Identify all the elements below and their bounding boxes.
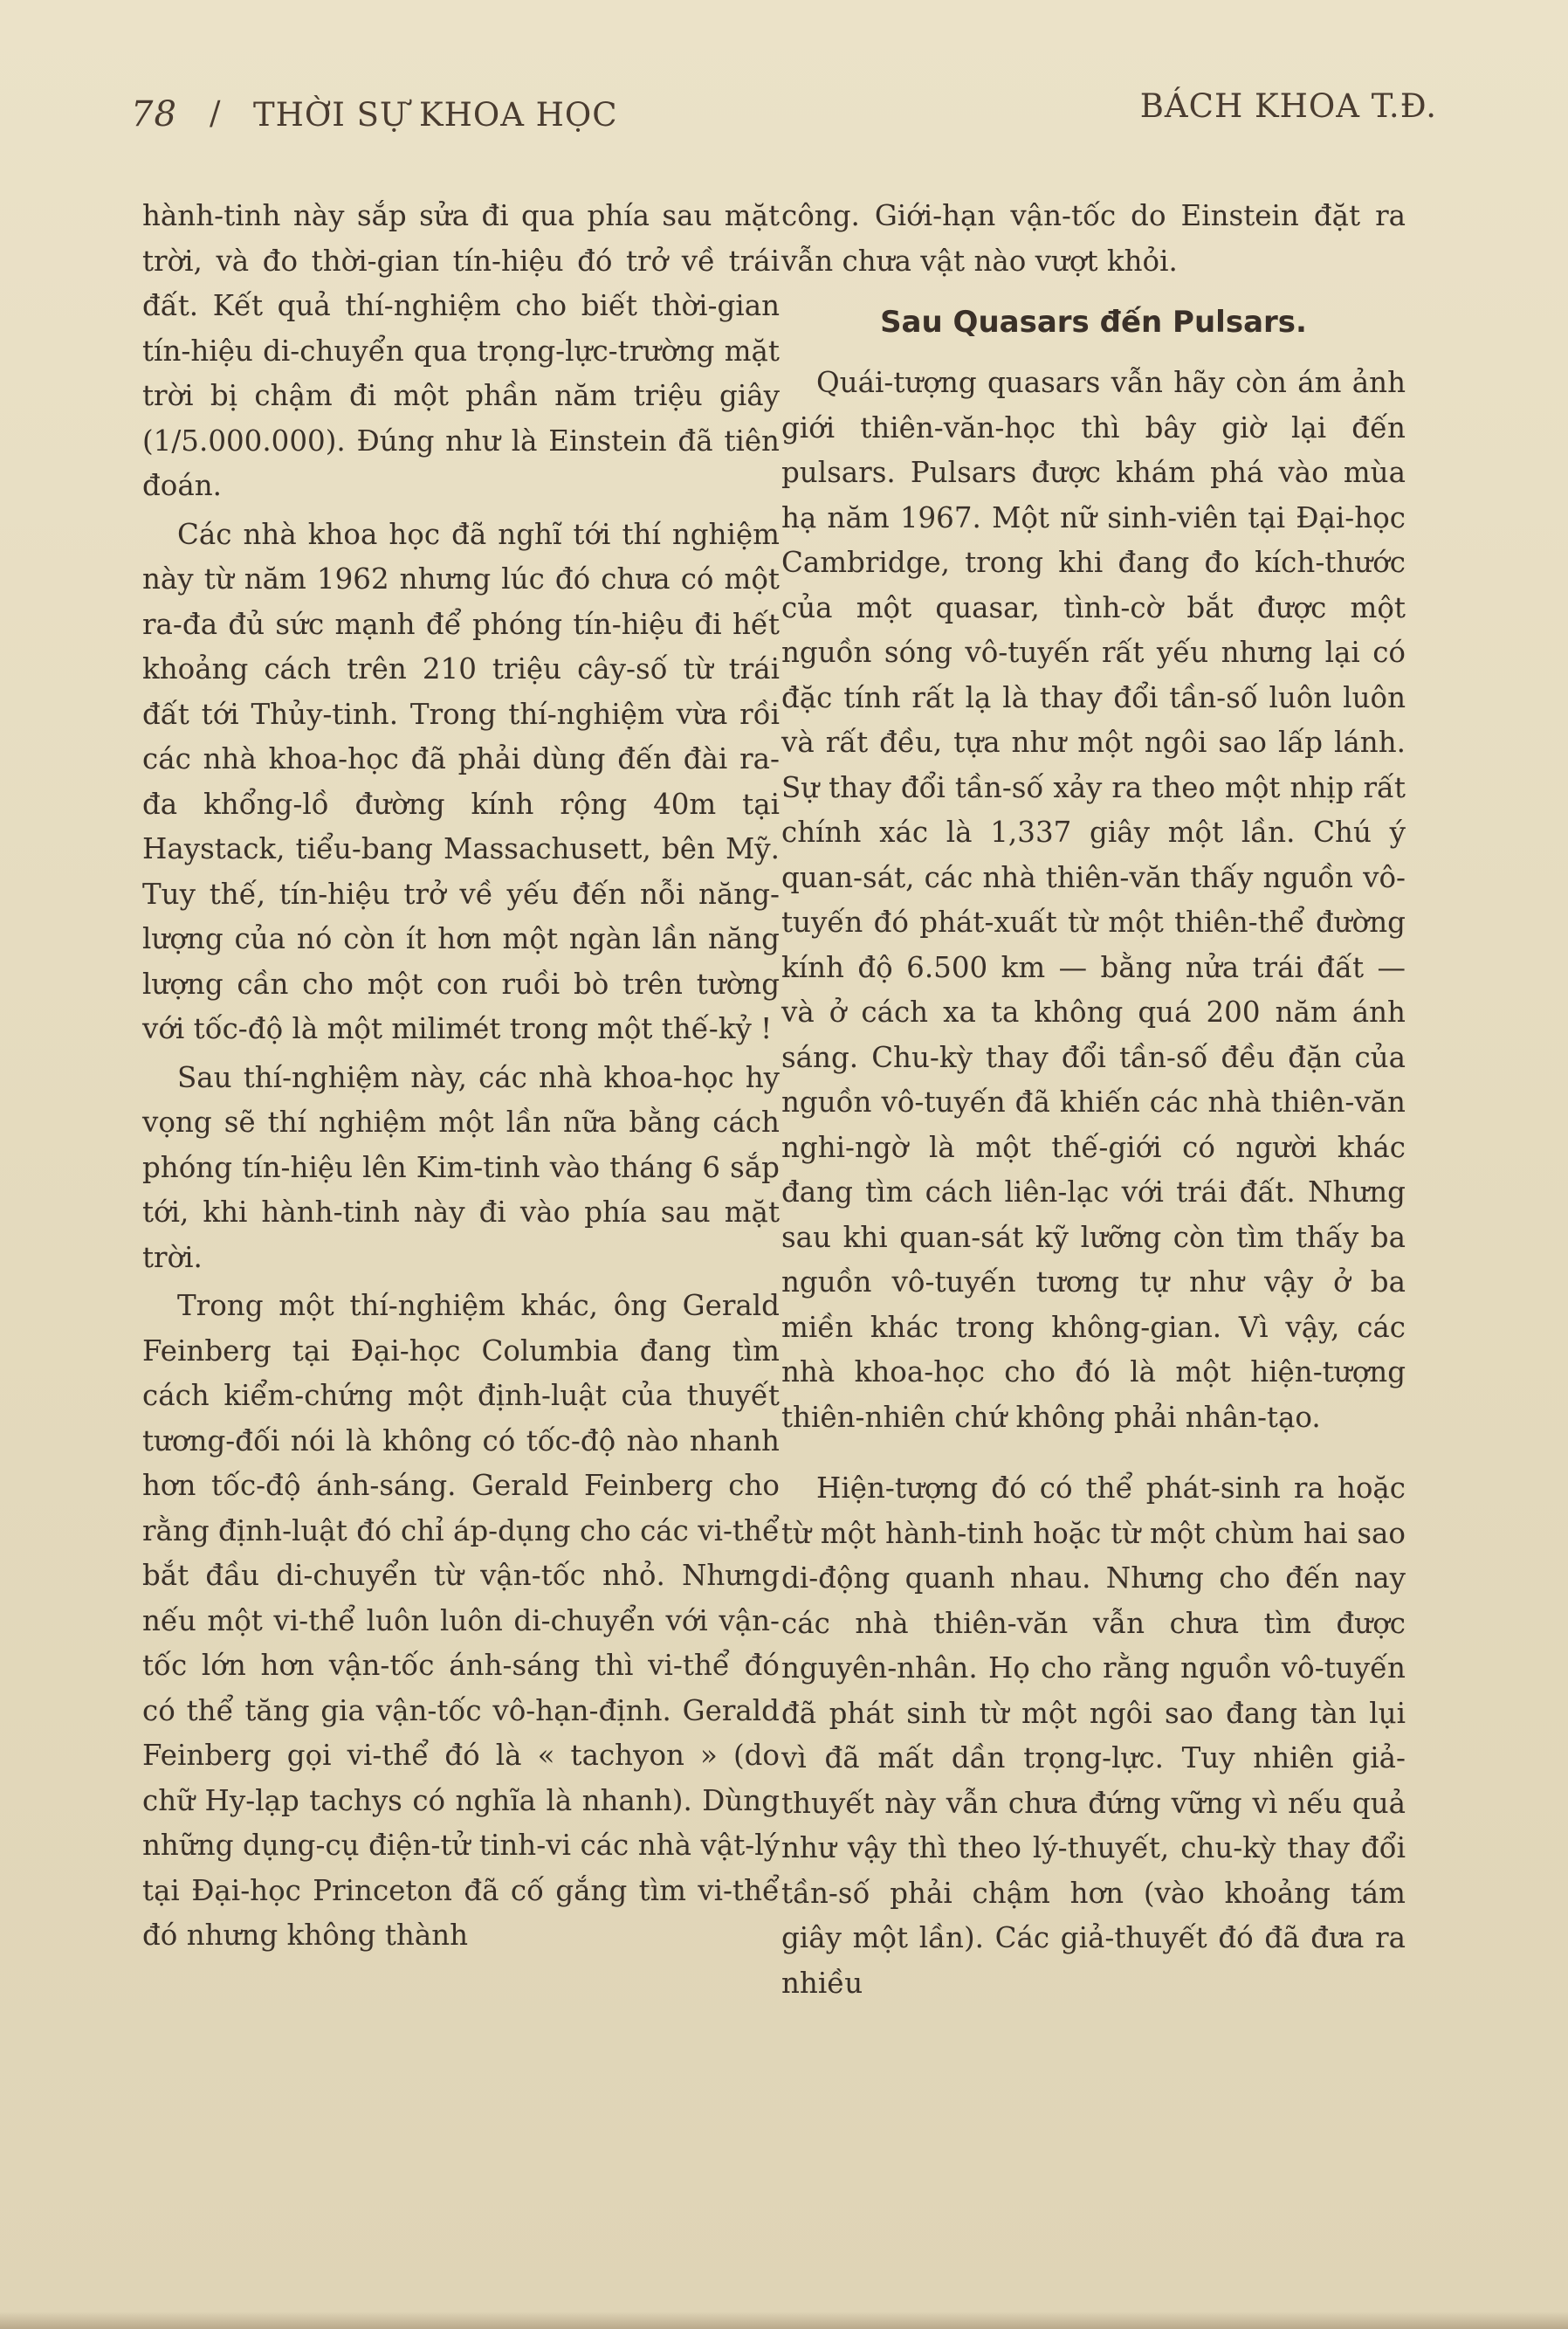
header-separator: / (210, 94, 222, 132)
paragraph: Hiện-tượng đó có thể phát-sinh ra hoặc từ một hành-tinh hoặc từ một chùm hai sao di-động quanh nhau. Nhưng cho đến nay các nhà thiên-văn vẫn chưa tìm được nguyên-nhân. Họ cho rằng nguồn vô-tuyến đã phát sinh từ một ngôi sao đang tàn lụi vì đã mất dần trọng-lực. Tuy nhiên giả-thuyết này vẫn chưa đứng vững vì nếu quả như vậy thì theo lý-thuyết, chu-kỳ thay đổi tần-số phải chậm hơn (vào khoảng tám giây một lần). Các giả-thuyết đó đã đưa ra nhiều (781, 1471, 1406, 2000)
paragraph: Các nhà khoa học đã nghĩ tới thí nghiệm này từ năm 1962 nhưng lúc đó chưa có một ra-đa đủ sức mạnh để phóng tín-hiệu đi hết khoảng cách trên 210 triệu cây-số từ trái đất tới Thủy-tinh. Trong thí-nghiệm vừa rồi các nhà khoa-học đã phải dùng đến đài ra-đa khổng-lồ đường kính rộng 40m tại Haystack, tiểu-bang Massachusett, bên Mỹ. Tuy thế, tín-hiệu trở về yếu đến nỗi năng-lượng của nó còn ít hơn một ngàn lần năng lượng cần cho một con ruồi bò trên tường với tốc-độ là một milimét trong một thế-kỷ ! (142, 517, 780, 1045)
paragraph: Quái-tượng quasars vẫn hãy còn ám ảnh giới thiên-văn-học thì bây giờ lại đến pulsars. Pulsars được khám phá vào mùa hạ năm 1967. Một nữ sinh-viên tại Đại-học Cambridge, trong khi đang đo kích-thước của một quasar, tình-cờ bắt được một nguồn sóng vô-tuyến rất yếu nhưng lại có đặc tính rất lạ là thay đổi tần-số luôn luôn và rất đều, tựa như một ngôi sao lấp lánh. Sự thay đổi tần-số xảy ra theo một nhịp rất chính xác là 1,337 giây một lần. Chú ý quan-sát, các nhà thiên-văn thấy nguồn vô-tuyến đó phát-xuất từ một thiên-thể đường kính độ 6.500 km — bằng nửa trái đất — và ở cách xa ta không quá 200 năm ánh sáng. Chu-kỳ thay đổi tần-số đều đặn của nguồn vô-tuyến đã khiến các nhà thiên-văn nghi-ngờ là một thế-giới có người khác đang tìm cách liên-lạc với trái đất. Nhưng sau khi quan-sát kỹ lưỡng còn tìm thấy ba nguồn vô-tuyến tương tự như vậy ở ba miền khác trong không-gian. Vì vậy, các nhà khoa-học cho đó là một hiện-tượng thiên-nhiên chứ không phải nhân-tạo. (781, 366, 1406, 1434)
paragraph: công. Giới-hạn vận-tốc do Einstein đặt ra vẫn chưa vật nào vượt khỏi. (781, 199, 1406, 278)
paragraph-gap (781, 1444, 1406, 1466)
page-number: 78 (131, 94, 177, 134)
paragraph: Trong một thí-nghiệm khác, ông Gerald Feinberg tại Đại-học Columbia đang tìm cách kiểm-chứng một định-luật của thuyết tương-đối nói là không có tốc-độ nào nhanh hơn tốc-độ ánh-sáng. Gerald Feinberg cho rằng định-luật đó chỉ áp-dụng cho các vi-thể bắt đầu di-chuyển từ vận-tốc nhỏ. Nhưng nếu một vi-thể luôn luôn di-chuyển với vận-tốc lớn hơn vận-tốc ánh-sáng thì vi-thể đó có thể tăng gia vận-tốc vô-hạn-định. Gerald Feinberg gọi vi-thể đó là « tachyon » (do chữ Hy-lạp tachys có nghĩa là nhanh). Dùng những dụng-cụ điện-tử tinh-vi các nhà vật-lý tại Đại-học Princeton đã cố gắng tìm vi-thể đó nhưng không thành (142, 1289, 780, 1952)
right-column (781, 194, 1406, 2009)
page-edge-shadow (0, 2312, 1568, 2329)
paragraph: Sau thí-nghiệm này, các nhà khoa-học hy vọng sẽ thí nghiệm một lần nữa bằng cách phóng tín-hiệu lên Kim-tinh vào tháng 6 sắp tới, khi hành-tinh này đi vào phía sau mặt trời. (142, 1060, 780, 1274)
section-heading: Sau Quasars đến Pulsars. (880, 305, 1307, 340)
page-header (131, 87, 1437, 148)
journal-title: BÁCH KHOA T.Đ. (1139, 87, 1437, 125)
section-title: THỜI SỰ KHOA HỌC (253, 96, 618, 134)
paragraph: hành-tinh này sắp sửa đi qua phía sau mặt trời, và đo thời-gian tín-hiệu đó trở về trái đất. Kết quả thí-nghiệm cho biết thời-gian tín-hiệu di-chuyển qua trọng-lực-trường mặt trời bị chậm đi một phần năm triệu giây (1/5.000.000). Đúng như là Einstein đã tiên đoán. (142, 199, 780, 502)
left-column (142, 194, 780, 1962)
